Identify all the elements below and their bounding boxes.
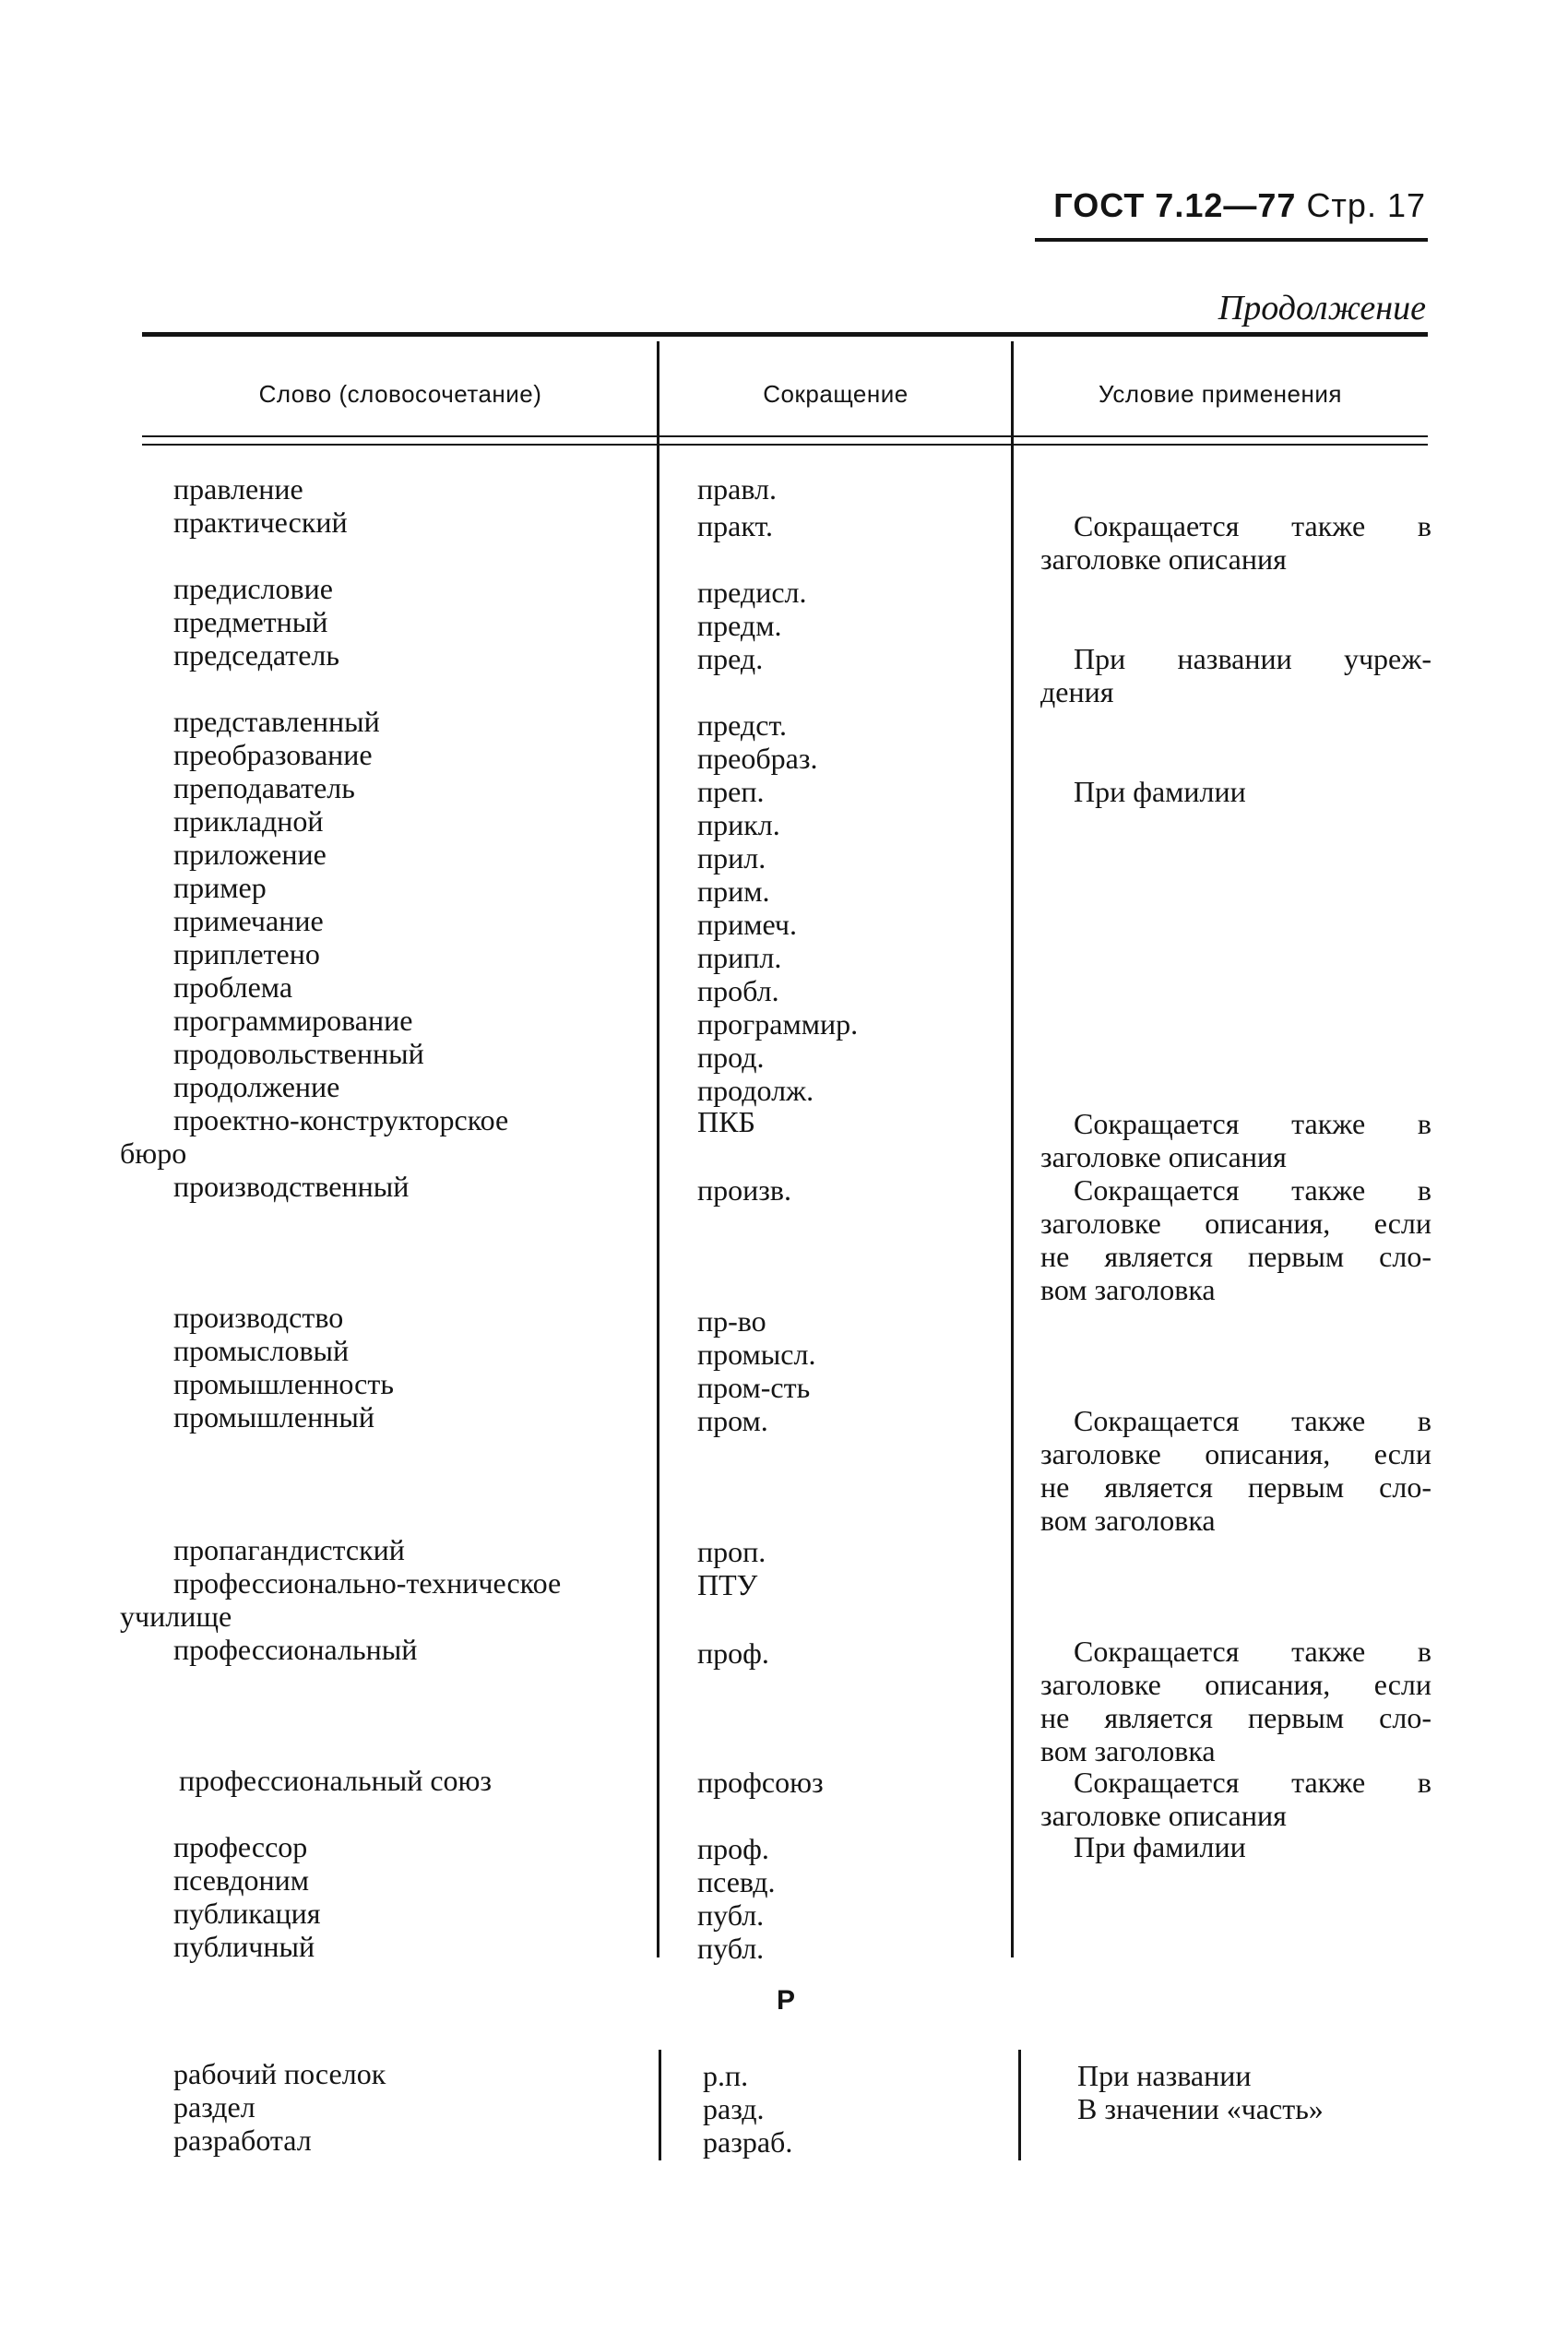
word-cell: председатель [173,638,339,672]
word-cell: продовольственный [173,1037,424,1070]
word-cell: продолжение [173,1070,340,1103]
condition-cell: Сокращается также в [1074,509,1431,542]
abbreviation-cell: прод. [697,1041,765,1074]
abbreviation-cell: предм. [697,609,782,642]
word-cell: приложение [173,838,327,871]
condition-cell: заголовке описания, если [1040,1437,1431,1470]
condition-cell: заголовке описания [1040,1140,1287,1173]
condition-cell: дения [1040,675,1114,708]
abbreviation-cell: продолж. [697,1074,814,1107]
abbreviation-cell: р.п. [703,2059,749,2092]
word-cell: правление [173,472,303,506]
word-cell: пример [173,871,267,904]
condition-cell: При названии [1077,2059,1252,2092]
condition-cell: заголовке описания [1040,1799,1287,1832]
word-cell: профессиональный [173,1633,418,1666]
abbreviation-cell: предисл. [697,576,807,609]
abbreviation-cell: примеч. [697,908,797,941]
abbreviation-cell: разд. [703,2092,765,2125]
column-divider-2-section-r [1018,2050,1021,2160]
abbreviation-cell: пред. [697,642,764,675]
word-cell: публикация [173,1897,321,1930]
abbreviation-cell: профсоюз [697,1766,824,1799]
abbreviation-cell: пром. [697,1404,768,1437]
condition-cell: Сокращается также в [1074,1173,1431,1207]
abbreviation-cell: правл. [697,472,777,506]
word-cell: производственный [173,1170,410,1203]
abbreviation-cell: программир. [697,1007,859,1041]
word-cell-continuation: училище [120,1600,232,1633]
condition-cell: В значении «часть» [1077,2092,1324,2125]
column-header-word: Слово (словосочетание) [258,380,542,408]
word-cell: публичный [173,1930,315,1963]
abbreviation-cell: прикл. [697,808,780,841]
word-cell: предметный [173,605,328,638]
abbreviation-cell: практ. [697,509,774,542]
standard-number: ГОСТ 7.12—77 [1053,186,1297,224]
condition-cell: не является первым сло- [1040,1470,1431,1504]
condition-cell: При названии учреж- [1074,642,1431,675]
word-cell: преобразование [173,738,373,771]
word-cell: практический [173,506,348,539]
word-cell: прикладной [173,804,324,838]
abbreviation-cell: проф. [697,1832,769,1865]
column-divider-1 [657,341,659,1957]
table-top-rule [142,332,1428,337]
word-cell: преподаватель [173,771,355,804]
condition-cell: Сокращается также в [1074,1635,1431,1668]
condition-cell: Сокращается также в [1074,1404,1431,1437]
abbreviation-cell: псевд. [697,1865,776,1898]
running-header [1053,186,1426,225]
abbreviation-cell: преобраз. [697,742,818,775]
abbreviation-cell: прим. [697,874,770,908]
word-cell: приплетено [173,937,320,970]
condition-cell: При фамилии [1074,775,1246,808]
abbreviation-cell: пробл. [697,974,779,1007]
word-cell: псевдоним [173,1863,310,1897]
abbreviation-cell: публ. [697,1932,765,1965]
abbreviation-cell: разраб. [703,2125,793,2159]
section-letter: Р [777,1985,796,2016]
header-rule-lower [142,444,1428,446]
word-cell-continuation: бюро [120,1136,187,1170]
column-header-abbreviation: Сокращение [763,380,909,408]
abbreviation-cell: припл. [697,941,782,974]
condition-cell: вом заголовка [1040,1504,1216,1537]
condition-cell: При фамилии [1074,1830,1246,1863]
condition-cell: заголовке описания [1040,542,1287,576]
word-cell: промышленность [173,1367,394,1400]
abbreviation-cell: прил. [697,841,766,874]
abbreviation-cell: промысл. [697,1338,816,1371]
condition-cell: заголовке описания, если [1040,1668,1431,1701]
page-number: Стр. 17 [1306,186,1426,224]
word-cell: проектно-конструкторское [173,1103,509,1136]
word-cell: промысловый [173,1334,350,1367]
abbreviation-cell: пр-во [697,1304,766,1338]
word-cell: пропагандистский [173,1533,405,1566]
abbreviation-cell: публ. [697,1898,765,1932]
abbreviation-cell: ПТУ [697,1568,758,1601]
header-rule [1035,238,1428,242]
word-cell: промышленный [173,1400,374,1434]
abbreviation-cell: проп. [697,1535,766,1568]
abbreviation-cell: преп. [697,775,765,808]
column-header-condition: Условие применения [1099,380,1342,408]
word-cell: рабочий поселок [173,2057,386,2090]
condition-cell: Сокращается также в [1074,1766,1431,1799]
word-cell: проблема [173,970,293,1004]
condition-cell: не является первым сло- [1040,1701,1431,1734]
header-rule-upper [142,435,1428,437]
abbreviation-cell: произв. [697,1173,791,1207]
column-divider-1-section-r [659,2050,661,2160]
word-cell: программирование [173,1004,413,1037]
abbreviation-cell: предст. [697,708,787,742]
word-cell: производство [173,1301,344,1334]
word-cell: раздел [173,2090,255,2124]
word-cell: профессор [173,1830,308,1863]
word-cell: профессиональный союз [179,1764,493,1797]
column-divider-2 [1011,341,1014,1957]
condition-cell: Сокращается также в [1074,1107,1431,1140]
word-cell: примечание [173,904,324,937]
continuation-label: Продолжение [1218,289,1426,327]
abbreviation-cell: пром-сть [697,1371,811,1404]
abbreviation-cell: ПКБ [697,1105,755,1138]
word-cell: разработал [173,2124,312,2157]
word-cell: предисловие [173,572,333,605]
condition-cell: вом заголовка [1040,1734,1216,1767]
abbreviation-cell: проф. [697,1636,769,1670]
condition-cell: заголовке описания, если [1040,1207,1431,1240]
word-cell: профессионально-техническое [173,1566,562,1600]
condition-cell: вом заголовка [1040,1273,1216,1306]
condition-cell: не является первым сло- [1040,1240,1431,1273]
word-cell: представленный [173,705,380,738]
